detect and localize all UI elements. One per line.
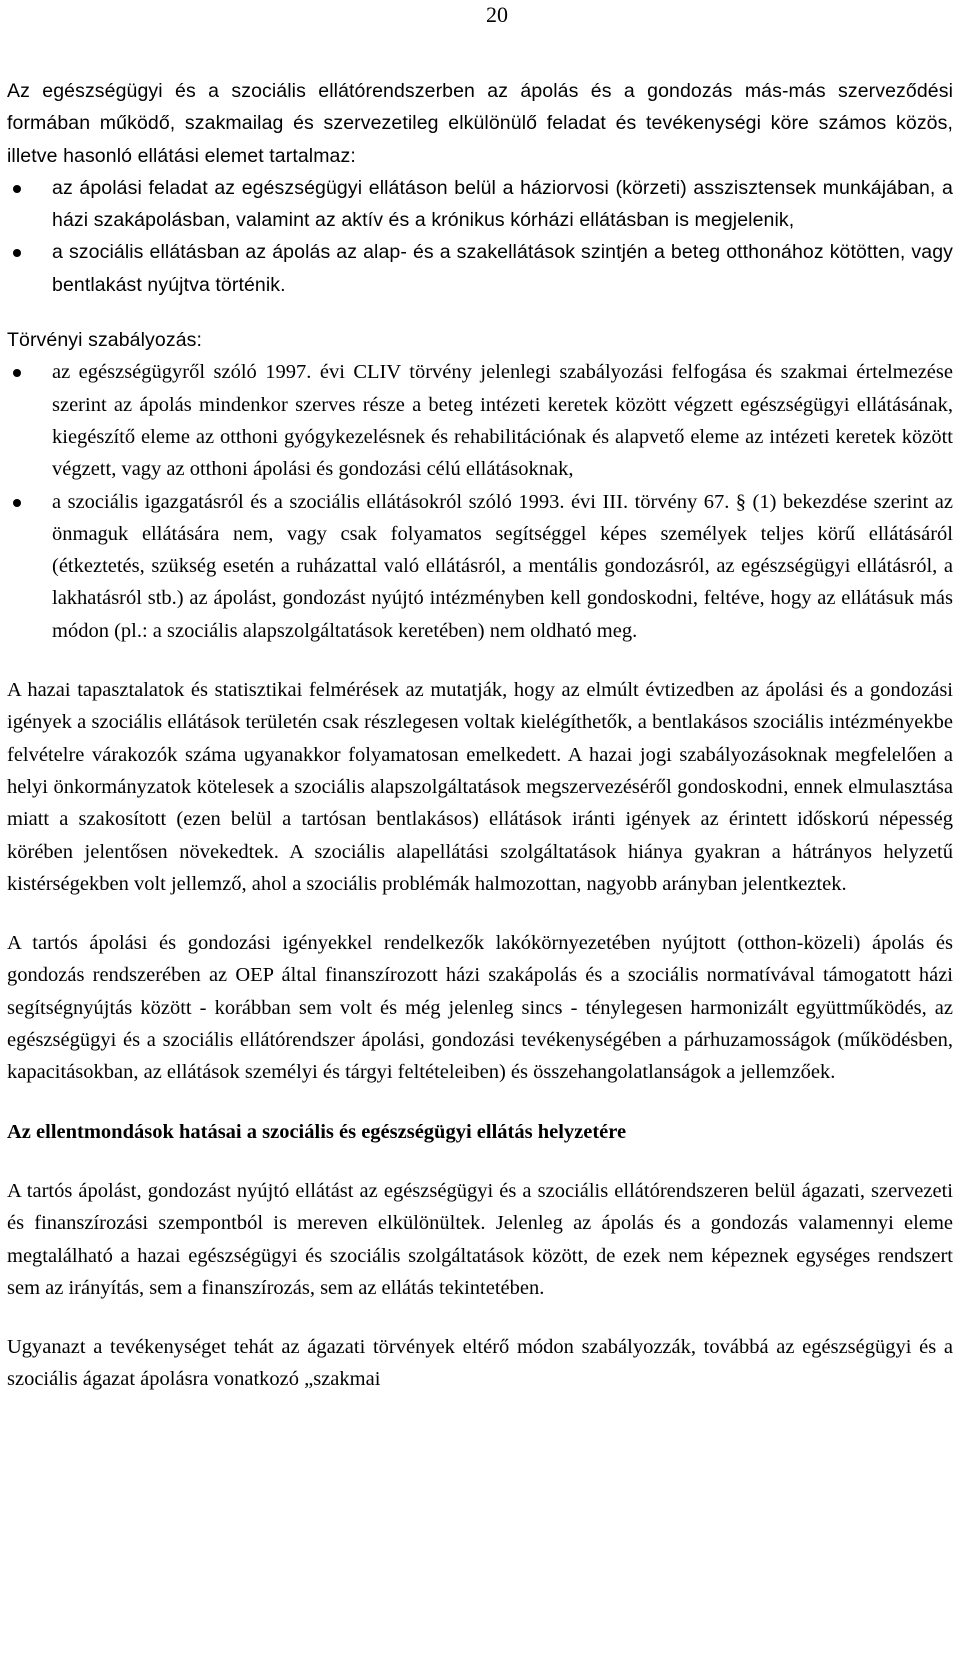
list-item-text: a szociális ellátásban az ápolás az alap- és a szakellátások szintjén a beteg otthonához kötötten, vagy bentlakást nyújtva történik. bbox=[52, 241, 953, 296]
body-paragraph: Ugyanazt a tevékenységet tehát az ágazati törvények eltérő módon szabályozzák, továbbá az egészségügyi és a szociális ágazat ápolásra vonatkozó „szakmai bbox=[7, 1336, 953, 1391]
list-item-text: az ápolási feladat az egészségügyi ellátáson belül a háziorvosi (körzeti) asszisztensek munkájában, a házi szakápolásban, valamint az aktív és a krónikus kórházi ellátásban is megjelenik, bbox=[52, 176, 953, 232]
page-number: 20 bbox=[486, 2, 508, 27]
page-content bbox=[7, 75, 953, 1396]
body-paragraph: A tartós ápolást, gondozást nyújtó ellátást az egészségügyi és a szociális ellátórendszeren belül ágazati, szervezeti és finanszírozási szempontból is mereven elkülönültek. Jelenleg az ápolás és a gondozás valamennyi eleme megtalálható a hazai egészségügyi és szociális szolgáltatások között, de ezek nem képeznek egységes rendszert sem az irányítás, sem a finanszírozás, sem az ellátás tekintetében. bbox=[7, 1179, 953, 1299]
body-paragraph: A hazai tapasztalatok és statisztikai felmérések az mutatják, hogy az elmúlt évtizedben az ápolási és a gondozási igények a szociális ellátások területén csak részlegesen voltak kielégíthetők, a bentlakásos szociális intézményekbe felvételre várakozók száma ugyanakkor folyamatosan emelkedett. A hazai jogi szabályozásoknak megfelelően a helyi önkormányzatok kötelesek a szociális alapszolgáltatások megszervezéséről gondoskodni, ennek elmulasztása miatt a szakosított (ezen belül a tartósan bentlakásos) ellátások iránti igények az érintett időskorú népesség körében jelentősen növekedtek. A szociális alapellátási szolgáltatások hiánya gyakran a hátrányos helyzetű kistérségekben volt jellemző, ahol a szociális problémák halmozottan, nagyobb arányban jelentkeztek. bbox=[7, 679, 953, 895]
law-bullet-list bbox=[7, 356, 953, 647]
section-heading: Az ellentmondások hatásai a szociális és egészségügyi ellátás helyzetére bbox=[7, 1120, 627, 1143]
list-item-text: a szociális igazgatásról és a szociális ellátásokról szóló 1993. évi III. törvény 67. § (1) bekezdése szerint az önmaguk ellátására nem, vagy csak folyamatos segítséggel képes személyek teljes körű ellátásáról (étkeztetés, szükség esetén a ruházattal való ellátásról, a mentális gondozásról, az egészségügyi ellátásról, a lakhatásról stb.) az ápolást, gondozást nyújtó intézményben kell gondoskodni, feltéve, hogy az ellátásuk más módon (pl.: a szociális alapszolgáltatások keretében) nem oldható meg. bbox=[52, 490, 953, 642]
list-item-text: az egészségügyről szóló 1997. évi CLIV törvény jelenlegi szabályozási felfogása és szakmai értelmezése szerint az ápolás mindenkor szerves része a beteg intézeti keretek között végzett egészségügyi ellátásának, kiegészítő eleme az otthoni gyógykezelésnek és rehabilitációnak és alapvető eleme az intézeti keretek között végzett, vagy az otthoni ápolási és gondozási célú ellátásoknak, bbox=[52, 361, 953, 481]
bullet-icon bbox=[13, 499, 21, 507]
list-item bbox=[7, 356, 953, 485]
law-heading: Törvényi szabályozás: bbox=[7, 329, 203, 352]
body-paragraph: A tartós ápolási és gondozási igényekkel rendelkezők lakókörnyezetében nyújtott (otthon-közeli) ápolás és gondozás rendszerében az OEP által finanszírozott házi szakápolás és a szociális normatívával támogatott házi segítségnyújtás között - korábban sem volt és még jelenleg sincs - ténylegesen harmonizált együttműködés, az egészségügyi és a szociális ellátórendszer ápolási, gondozási tevékenységében a párhuzamosságok (működésben, kapacitásokban, az ellátások személyi és tárgyi feltételeiben) és összehangolatlanságok a jellemzőek. bbox=[7, 932, 953, 1084]
bullet-icon bbox=[13, 249, 21, 257]
list-item bbox=[7, 236, 953, 301]
bullet-icon bbox=[13, 185, 21, 193]
list-item bbox=[7, 486, 953, 647]
list-item bbox=[7, 172, 953, 237]
bullet-icon bbox=[13, 369, 21, 377]
intro-bullet-list bbox=[7, 172, 953, 301]
intro-paragraph: Az egészségügyi és a szociális ellátórendszerben az ápolás és a gondozás más-más szerveződési formában működő, szakmailag és szervezetileg elkülönülő feladat és tevékenységi köre számos közös, illetve hasonló ellátási elemet tartalmaz: bbox=[7, 80, 953, 167]
